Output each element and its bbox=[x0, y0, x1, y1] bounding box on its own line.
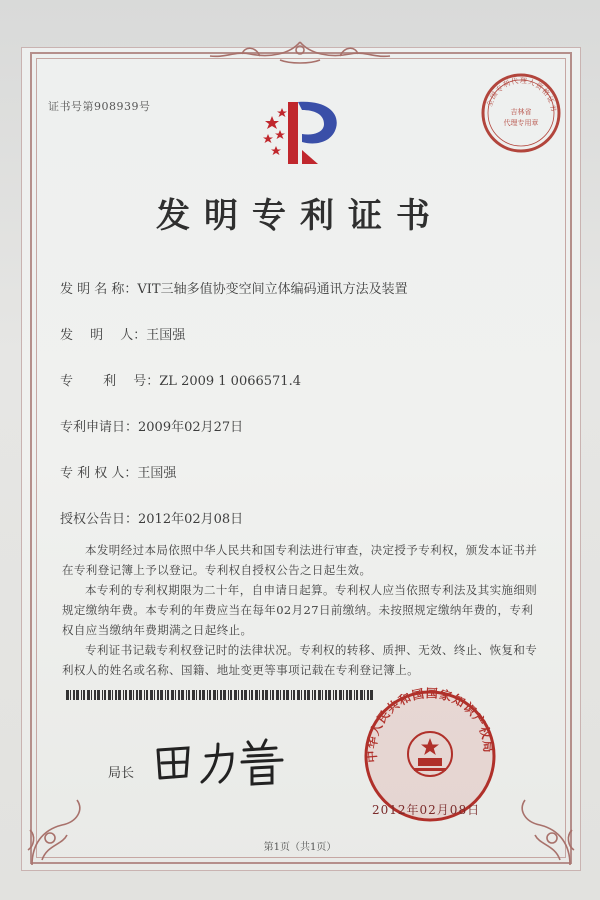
field-patent-number bbox=[60, 370, 301, 389]
barcode-bar bbox=[335, 690, 337, 700]
barcode-bar bbox=[186, 690, 187, 700]
stamp-date: 2012年02月08日 bbox=[372, 803, 481, 817]
barcode-bar bbox=[199, 690, 201, 700]
barcode-bar bbox=[73, 690, 75, 700]
barcode-bar bbox=[175, 690, 176, 700]
field-label: 专利申请日： bbox=[60, 420, 139, 435]
director-label: 局长 bbox=[108, 766, 135, 781]
barcode-bar bbox=[343, 690, 344, 700]
barcode-bar bbox=[259, 690, 260, 700]
barcode-bar bbox=[286, 690, 289, 700]
barcode-bar bbox=[241, 690, 243, 700]
barcode-bar bbox=[297, 690, 300, 700]
barcode-bar bbox=[129, 690, 132, 700]
field-value: 王国强 bbox=[146, 328, 186, 343]
barcode-bar bbox=[255, 690, 258, 700]
barcode-bar bbox=[202, 690, 205, 700]
barcode-bar bbox=[146, 690, 148, 700]
agency-seal-text: 全国专利代理人资格证书 bbox=[485, 76, 558, 113]
barcode-bar bbox=[108, 690, 111, 700]
certificate-number: 证书号第908939号 bbox=[48, 100, 151, 113]
body-paragraph-1: 本发明经过本局依照中华人民共和国专利法进行审查，决定授予专利权，颁发本证书并在专利登记簿上予以登记。专利权自授权公告之日起生效。 bbox=[62, 543, 538, 577]
barcode-bar bbox=[346, 690, 348, 700]
field-value: 2012年02月08日 bbox=[138, 512, 244, 527]
barcode-bar bbox=[150, 690, 153, 700]
barcode-bar bbox=[66, 690, 69, 700]
barcode-bar bbox=[76, 690, 79, 700]
barcode-bar bbox=[97, 690, 100, 700]
barcode-bar bbox=[136, 690, 138, 700]
barcode-bar bbox=[293, 690, 295, 700]
barcode-bar bbox=[217, 690, 218, 700]
barcode-bar bbox=[262, 690, 264, 700]
barcode-bar bbox=[91, 690, 92, 700]
barcode-bar bbox=[280, 690, 281, 700]
field-application-date bbox=[60, 416, 243, 435]
barcode-bar bbox=[83, 690, 85, 700]
barcode-bar bbox=[115, 690, 117, 700]
field-label: 专 利 权 人： bbox=[60, 466, 138, 481]
barcode-bar bbox=[230, 690, 232, 700]
certificate-body bbox=[62, 540, 542, 680]
field-invention-name bbox=[60, 278, 408, 297]
barcode-bar bbox=[223, 690, 226, 700]
field-label: 发 明 人： bbox=[60, 328, 147, 343]
barcode-bar bbox=[192, 690, 195, 700]
barcode-bar bbox=[207, 690, 208, 700]
barcode-bar bbox=[139, 690, 142, 700]
barcode-bar bbox=[81, 690, 82, 700]
barcode-bar bbox=[314, 690, 316, 700]
barcode-bar bbox=[209, 690, 211, 700]
barcode-bar bbox=[354, 690, 355, 700]
stamp-text: 中华人民共和国国家知识产权局 bbox=[364, 686, 496, 764]
barcode-bar bbox=[244, 690, 247, 700]
barcode-bar bbox=[328, 690, 331, 700]
page-number: 第1页（共1页） bbox=[263, 842, 337, 853]
barcode-bar bbox=[270, 690, 271, 700]
barcode-bar bbox=[325, 690, 327, 700]
certificate-title: 发明专利证书 bbox=[156, 196, 444, 236]
barcode-bar bbox=[123, 690, 124, 700]
field-patentee bbox=[60, 462, 176, 481]
barcode-bar bbox=[178, 690, 180, 700]
barcode-bar bbox=[228, 690, 229, 700]
barcode-bar bbox=[339, 690, 342, 700]
barcode-bar bbox=[94, 690, 96, 700]
barcode-bar bbox=[112, 690, 113, 700]
barcode-bar bbox=[349, 690, 352, 700]
barcode-bar bbox=[102, 690, 103, 700]
barcode-bar bbox=[196, 690, 197, 700]
field-value: VIT三轴多值协变空间立体编码通讯方法及装置 bbox=[137, 282, 408, 297]
barcode-bar bbox=[165, 690, 166, 700]
field-value: ZL 2009 1 0066571.4 bbox=[159, 374, 301, 389]
barcode-bar bbox=[356, 690, 358, 700]
barcode-bar bbox=[322, 690, 323, 700]
barcode-bar bbox=[118, 690, 121, 700]
barcode-bar bbox=[104, 690, 106, 700]
barcode-bar bbox=[304, 690, 306, 700]
barcode-bar bbox=[133, 690, 134, 700]
barcode-bar bbox=[333, 690, 334, 700]
director-signature bbox=[148, 730, 298, 790]
barcode-bar bbox=[144, 690, 145, 700]
field-label: 授权公告日： bbox=[60, 512, 139, 527]
patent-office-emblem-icon bbox=[258, 92, 348, 172]
barcode-bar bbox=[238, 690, 239, 700]
barcode-bar bbox=[213, 690, 216, 700]
barcode-bar bbox=[160, 690, 163, 700]
barcode-bar bbox=[276, 690, 279, 700]
agency-seal-center-line2: 代理专用章 bbox=[503, 119, 539, 127]
barcode-bar bbox=[171, 690, 174, 700]
bottom-right-ornament-icon bbox=[510, 790, 580, 870]
barcode-bar bbox=[154, 690, 155, 700]
barcode-bar bbox=[318, 690, 321, 700]
barcode-bar bbox=[307, 690, 310, 700]
barcode-bar bbox=[301, 690, 302, 700]
barcode-bar bbox=[283, 690, 285, 700]
barcode-bar bbox=[181, 690, 184, 700]
bottom-left-ornament-icon bbox=[22, 790, 92, 870]
field-grant-date bbox=[60, 508, 243, 527]
agency-seal-icon bbox=[478, 70, 564, 156]
barcode bbox=[66, 690, 376, 700]
barcode-bar bbox=[291, 690, 292, 700]
barcode-bar bbox=[312, 690, 313, 700]
barcode-bar bbox=[157, 690, 159, 700]
field-label: 发 明 名 称： bbox=[60, 282, 138, 297]
agency-seal-center-line1: 吉林省 bbox=[510, 108, 532, 116]
barcode-bar bbox=[249, 690, 250, 700]
barcode-bar bbox=[251, 690, 253, 700]
field-inventor bbox=[60, 324, 185, 343]
field-label: 专 利 号： bbox=[60, 374, 160, 389]
body-paragraph-3: 专利证书记载专利权登记时的法律状况。专利权的转移、质押、无效、终止、恢复和专利权人的姓名或名称、国籍、地址变更等事项记载在专利登记簿上。 bbox=[62, 643, 538, 677]
field-value: 2009年02月27日 bbox=[138, 420, 244, 435]
barcode-bar bbox=[125, 690, 127, 700]
barcode-bar bbox=[234, 690, 237, 700]
barcode-bar bbox=[167, 690, 169, 700]
barcode-bar bbox=[188, 690, 190, 700]
body-paragraph-2: 本专利的专利权期限为二十年，自申请日起算。专利权人应当依照专利法及其实施细则规定缴纳年费。本专利的年费应当在每年02月27日前缴纳。未按照规定缴纳年费的，专利权自应当缴纳年费期满之日起终止。 bbox=[62, 583, 538, 637]
barcode-bar bbox=[272, 690, 274, 700]
barcode-bar bbox=[265, 690, 268, 700]
field-value: 王国强 bbox=[137, 466, 177, 481]
barcode-bar bbox=[87, 690, 90, 700]
barcode-bar bbox=[70, 690, 71, 700]
top-ornament-icon bbox=[200, 36, 400, 68]
barcode-bar bbox=[220, 690, 222, 700]
